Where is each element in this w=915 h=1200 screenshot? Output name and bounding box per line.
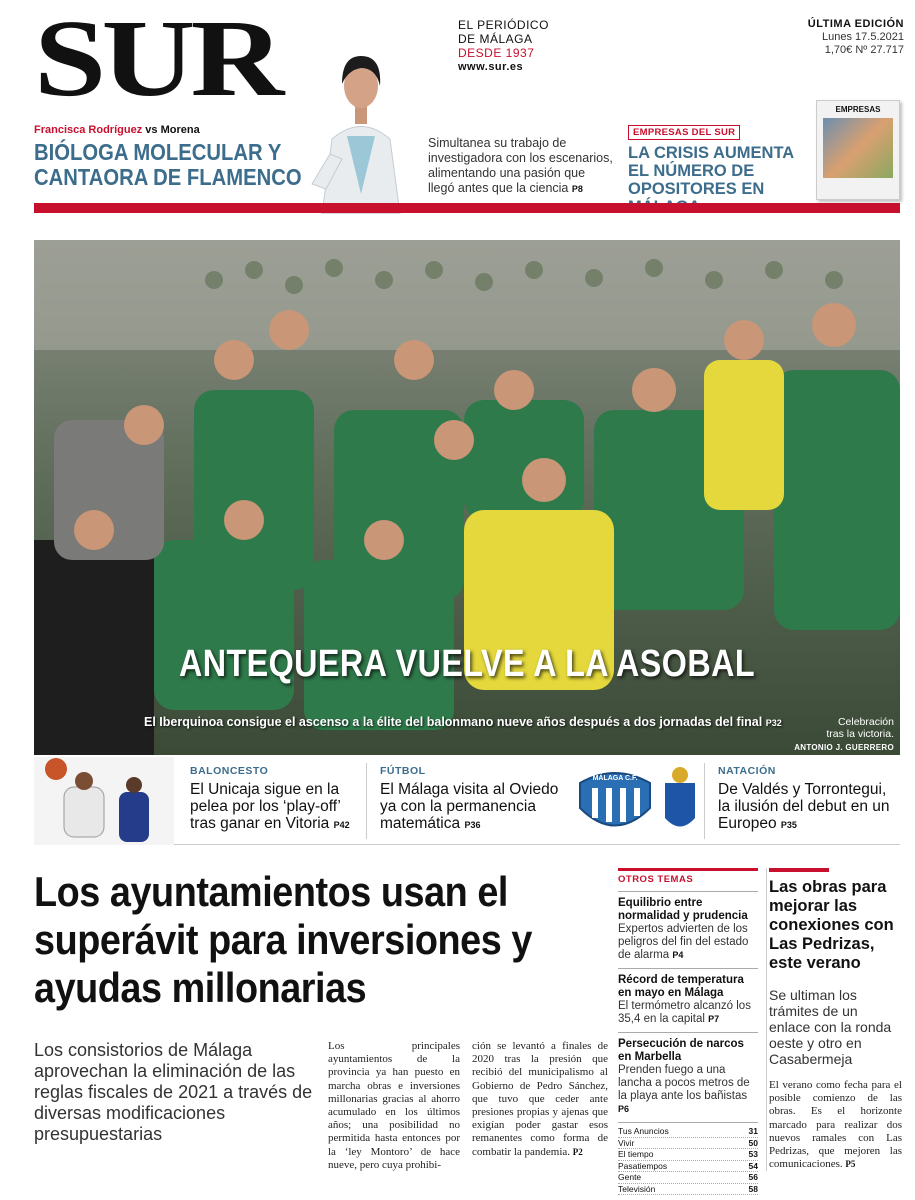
- index-page: 54: [748, 1160, 758, 1171]
- index-page: 58: [748, 1183, 758, 1194]
- teaser-headline-line-2: CANTAORA DE FLAMENCO: [34, 164, 302, 190]
- photo-subhead-text: El Iberquinoa consigue el ascenso a la élite del balonmano nueve años después a dos jornadas del final: [144, 715, 763, 729]
- index-label: Vivir: [618, 1137, 635, 1148]
- sport-headline: [718, 781, 898, 834]
- caption-line-2: tras la victoria.: [826, 728, 894, 740]
- sport-headline-text: De Valdés y Torrontegui, la ilusión del debut en un Europeo: [718, 781, 890, 832]
- column-divider: [366, 763, 367, 839]
- newspaper-logo[interactable]: SUR: [34, 0, 280, 119]
- sports-strip: [34, 757, 900, 845]
- index-page: 50: [748, 1137, 758, 1148]
- column-divider: [704, 763, 705, 839]
- sport-headline-text: El Unicaja sigue en la pelea por los ‘play-off’ tras ganar en Vitoria: [190, 781, 341, 832]
- page-ref: P4: [672, 950, 684, 960]
- teaser-kicker: [34, 124, 314, 136]
- main-photo[interactable]: [34, 240, 900, 755]
- index-row[interactable]: [618, 1161, 758, 1173]
- basketball-image[interactable]: [34, 757, 174, 845]
- tagline-line-2: DE MÁLAGA: [458, 32, 533, 46]
- other-topic-body: Prenden fuego a una lancha a pocos metros de la playa ante los bañistas: [618, 1064, 750, 1102]
- sport-kicker: BALONCESTO: [190, 765, 269, 777]
- index-row[interactable]: [618, 1126, 758, 1138]
- other-topic-body: El termómetro alcanzó los 35,4 en la capital: [618, 1000, 751, 1025]
- sport-kicker: FÚTBOL: [380, 765, 426, 777]
- crest-text: MÁLAGA C.F.: [592, 775, 638, 782]
- portrait-image[interactable]: [302, 44, 420, 214]
- header-divider: [34, 203, 900, 213]
- page-ref: P35: [780, 820, 797, 830]
- sport-headline: [380, 781, 570, 834]
- other-topic-title: Persecución de narcos en Marbella: [618, 1038, 744, 1063]
- other-topic-title: Equilibrio entre normalidad y prudencia: [618, 897, 748, 922]
- lead-body-text: ción se levantó a finales de 2020 tras la presión que recibió del municipalismo al Gobierno de Pedro Sánchez, que tuvo que ceder ante presiones propias y ajenas que exigían poder gastar esos remanentes como forma de combatir la pandemia.: [472, 1040, 608, 1158]
- website-link[interactable]: www.sur.es: [458, 61, 524, 73]
- side-story-headline: Las obras para mejorar las conexiones con Las Pedrizas, este verano: [769, 878, 894, 972]
- other-topic-title: Récord de temperatura en mayo en Málaga: [618, 974, 744, 999]
- tagline-since: DESDE 1937: [458, 46, 535, 60]
- index-label: Tus Anuncios: [618, 1126, 669, 1136]
- empresas-supplement-thumbnail[interactable]: [816, 100, 900, 200]
- lead-body-column-2: [472, 1040, 608, 1159]
- edition-date: Lunes 17.5.2021: [822, 31, 904, 43]
- side-story-accent: [769, 868, 829, 872]
- tagline-line-1: EL PERIÓDICO: [458, 18, 549, 32]
- page-ref: P6: [618, 1104, 630, 1114]
- lead-body-column-1: Los principales ayuntamientos de la provincia ya han puesto en marcha obras e inversiones millonarias gracias al ahorro acumulado en los últimos años; una posibilidad no permitida hasta entonces por la ‘ley Montoro’ de hace nueve, pero cuya prohibi-: [328, 1040, 460, 1171]
- index-label: El tiempo: [618, 1149, 654, 1159]
- photo-subhead: [144, 715, 782, 729]
- caption-line-1: Celebración: [837, 716, 894, 728]
- page-ref: P5: [845, 1159, 856, 1170]
- teaser-name-b: Morena: [160, 124, 200, 136]
- edition-info: [808, 18, 904, 57]
- sport-item-futbol[interactable]: [380, 765, 570, 834]
- page-ref: P32: [765, 718, 782, 728]
- masthead: [34, 0, 904, 119]
- page-ref: P2: [572, 1146, 583, 1157]
- other-topic-item[interactable]: [618, 891, 758, 962]
- teaser-profile[interactable]: [34, 124, 314, 190]
- thumbnail-image: [823, 118, 893, 178]
- index-page: 31: [748, 1126, 758, 1136]
- sport-headline: [190, 781, 360, 834]
- section-index: [618, 1122, 758, 1195]
- football-crests-image[interactable]: [570, 763, 700, 843]
- page-ref: P7: [708, 1014, 720, 1024]
- teaser-profile-text[interactable]: [428, 136, 613, 197]
- page-ref: P36: [464, 820, 481, 830]
- teaser-empresas[interactable]: [628, 122, 818, 216]
- other-topic-text: [618, 1064, 758, 1116]
- photo-credit: ANTONIO J. GUERRERO: [794, 743, 894, 752]
- teaser-profile-body: Simultanea su trabajo de investigadora con los escenarios, alimentando una pasión que llegó antes que la ciencia: [428, 136, 613, 195]
- lead-subhead: Los consistorios de Málaga aprovechan la eliminación de las reglas fiscales de 2021 a través de diversas modificaciones presupuestarias: [34, 1040, 313, 1144]
- index-page: 56: [748, 1172, 758, 1182]
- photo-headline: ANTEQUERA VUELVE A LA ASOBAL: [179, 643, 755, 685]
- sport-item-natacion[interactable]: [718, 765, 898, 834]
- other-topics-tag: OTROS TEMAS: [618, 868, 758, 885]
- index-row[interactable]: [618, 1138, 758, 1150]
- lead-headline[interactable]: Los ayuntamientos usan el superávit para inversiones y ayudas millonarias: [34, 868, 532, 1011]
- thumbnail-title: EMPRESAS: [835, 105, 881, 114]
- photo-caption: [826, 716, 894, 740]
- index-page: 53: [748, 1149, 758, 1159]
- other-topic-item[interactable]: [618, 1032, 758, 1116]
- edition-price-number: 1,70€ Nº 27.717: [824, 44, 904, 56]
- side-story[interactable]: [766, 868, 902, 1171]
- index-label: Gente: [618, 1172, 642, 1182]
- tagline: [458, 18, 549, 74]
- index-label: Pasatiempos: [618, 1160, 668, 1171]
- other-topic-body: Expertos advierten de los peligros del fin del estado de alarma: [618, 923, 749, 961]
- side-story-body: [769, 1079, 902, 1171]
- other-topic-text: [618, 1000, 758, 1026]
- teaser-vs: vs: [142, 124, 161, 136]
- page-ref: P8: [571, 184, 583, 194]
- teaser-name-a: Francisca Rodríguez: [34, 124, 143, 136]
- index-row[interactable]: [618, 1172, 758, 1184]
- sport-item-baloncesto[interactable]: [190, 765, 360, 834]
- sport-headline-text: El Málaga visita al Oviedo ya con la permanencia matemática: [380, 781, 559, 832]
- side-story-subhead: Se ultiman los trámites de un enlace con la ronda oeste y otro en Casabermeja: [769, 987, 892, 1067]
- page-ref: P42: [333, 820, 350, 830]
- edition-title: ÚLTIMA EDICIÓN: [807, 18, 904, 30]
- index-row[interactable]: [618, 1149, 758, 1161]
- other-topic-text: [618, 923, 758, 962]
- other-topics: [618, 868, 758, 1195]
- teaser-headline-line-1: BIÓLOGA MOLECULAR Y: [34, 139, 282, 165]
- side-story-body-text: El verano como fecha para el posible comienzo de las obras. Es el horizonte marcado para realizar dos nuevos ramales con Las Pedrizas, que mejoren las comunicaciones.: [769, 1079, 902, 1171]
- teaser-empresas-headline: LA CRISIS AUMENTA EL NÚMERO DE OPOSITORES EN: [628, 144, 794, 198]
- index-row[interactable]: [618, 1184, 758, 1196]
- index-label: Televisión: [618, 1183, 656, 1194]
- sport-kicker: NATACIÓN: [718, 765, 776, 777]
- other-topic-item[interactable]: [618, 968, 758, 1026]
- section-tag: EMPRESAS DEL SUR: [628, 125, 740, 140]
